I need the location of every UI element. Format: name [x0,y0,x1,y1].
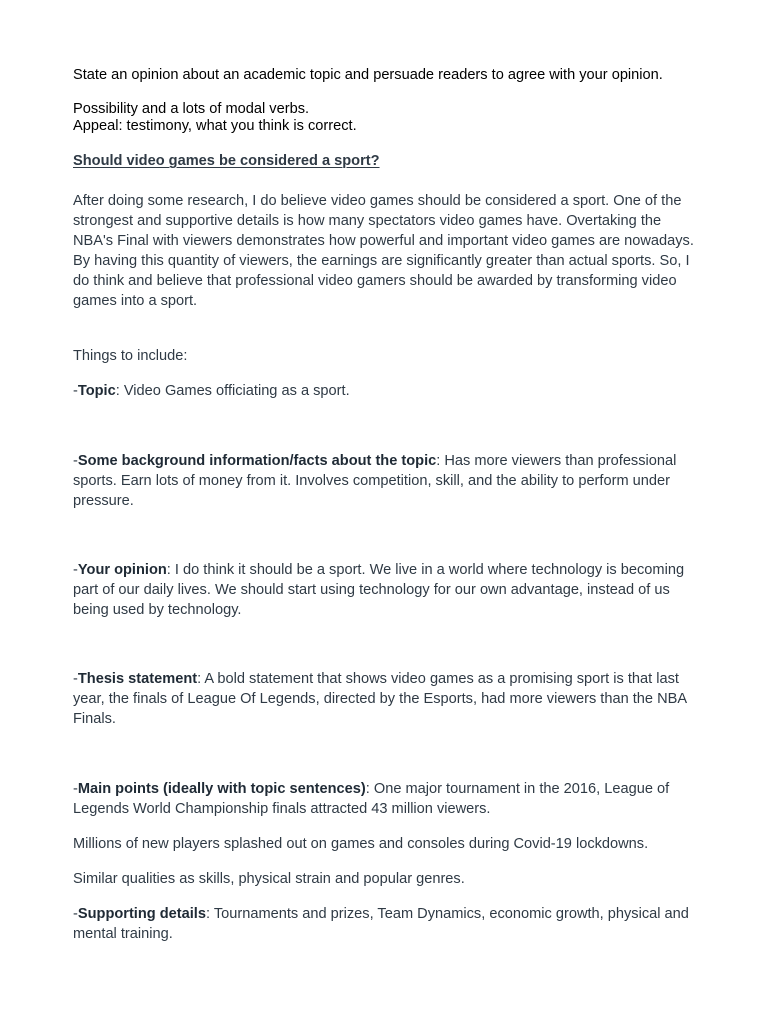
item-text: : I do think it should be a sport. We live in a world where technology is becoming part of our daily lives. We should start using technology for our own advantage, instead of us being used by technology. [73,562,685,618]
intro-paragraph: After doing some research, I do believe video games should be considered a sport. One of the strongest and supportive details is how many spectators video games have. Overtaking the NBA's Final with viewers demonstrates how powerful and important video games are nowadays. By having this quantity of viewers, the earnings are significantly greater than actual sports. So, I do think and believe that professional video gamers should be awarded by transforming video games into a sport. [73,193,694,309]
item-prefix: - [73,906,78,922]
item-label: Some background information/facts about the topic [77,453,437,469]
item-prefix: - [73,562,78,578]
instruction-line-3: Appeal: testimony, what you think is correct. [73,118,357,134]
item-prefix: - [73,671,78,687]
document-title: Should video games be considered a sport? [73,153,380,169]
instruction-line-2: Possibility and a lots of modal verbs. [73,101,310,117]
main-point-3: Similar qualities as skills, physical strain and popular genres. [73,871,465,887]
main-point-2: Millions of new players splashed out on games and consoles during Covid-19 lockdowns. [73,836,649,852]
item-text: : Video Games officiating as a sport. [115,383,350,399]
item-label: Topic [77,383,116,399]
item-supporting-details [73,904,703,944]
item-background [73,451,703,511]
item-label: Supporting details [77,906,206,922]
item-topic [73,381,703,401]
instruction-line-1: State an opinion about an academic topic and persuade readers to agree with your opinion. [73,67,663,83]
item-label: Your opinion [77,562,167,578]
item-prefix: - [73,383,78,399]
things-to-include-label: Things to include: [73,348,188,364]
item-opinion [73,560,703,620]
item-text: : Has more viewers than professional sports. Earn lots of money from it. Involves competition, skill, and the ability to perform under pressure. [73,453,677,509]
item-text: : One major tournament in the 2016, League of Legends World Championship finals attracted 43 million viewers. [73,781,670,817]
item-text: : Tournaments and prizes, Team Dynamics, economic growth, physical and mental training. [73,906,689,942]
item-main-points [73,779,703,819]
item-prefix: - [73,453,78,469]
item-label: Main points (ideally with topic sentences) [77,781,366,797]
item-thesis [73,669,703,729]
item-prefix: - [73,781,78,797]
item-label: Thesis statement [77,671,198,687]
item-text: : A bold statement that shows video games as a promising sport is that last year, the finals of League Of Legends, directed by the Esports, had more viewers than the NBA Finals. [73,671,687,727]
